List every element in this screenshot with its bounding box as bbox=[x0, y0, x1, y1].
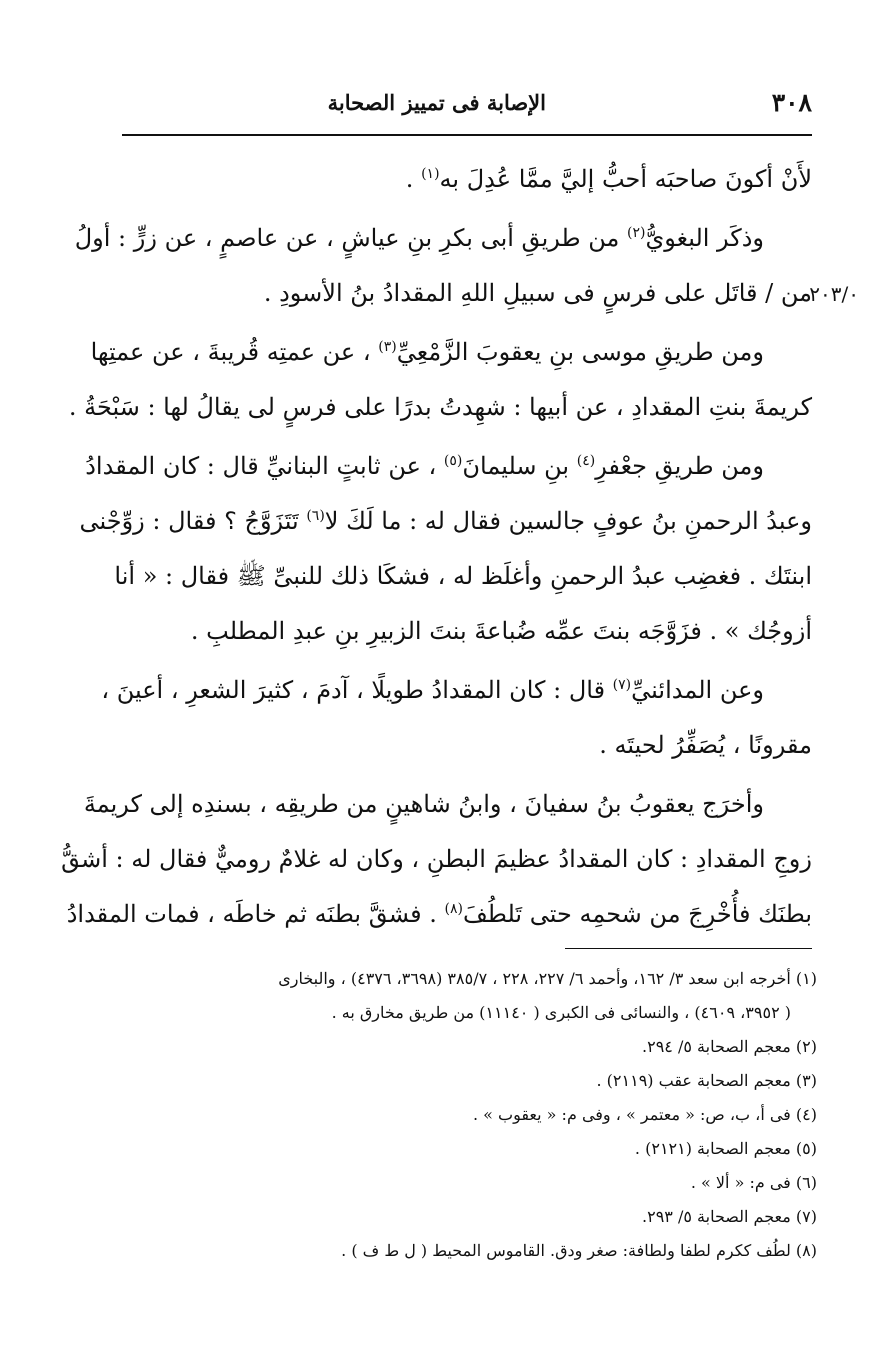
footnote: ( ٣٩٥٢، ٤٦٠٩) ، والنسائى فى الكبرى ( ١١١٤٠) من طريق مخارق به . bbox=[331, 1003, 791, 1022]
text-run: أزوجُك » . فزَوَّجَه بنتَ عمِّه ضُباعةَ بنتَ الزبيرِ بنِ عبدِ المطلبِ . bbox=[190, 617, 812, 645]
footnote-marker: (٢) bbox=[626, 225, 646, 241]
footnote-marker: (٧) bbox=[612, 677, 632, 693]
header-rule bbox=[122, 134, 812, 136]
text-line bbox=[122, 718, 812, 773]
footnote-separator bbox=[565, 948, 812, 949]
footnote: (٤) فى أ، ب، ص: « معتمر » ، وفى م: « يعقوب » . bbox=[472, 1105, 817, 1124]
footnote: (١) أخرجه ابن سعد ٣/ ١٦٢، وأحمد ٦/ ٢٢٧، ٢٢٨ ، ٣٨٥/٧ (٣٦٩٨، ٤٣٧٦) ، والبخارى bbox=[278, 969, 817, 988]
text-run: وعن المدائنيِّ bbox=[631, 676, 764, 704]
paragraph bbox=[61, 777, 812, 942]
paragraph bbox=[68, 325, 812, 435]
footnote: (٣) معجم الصحابة عقب (٢١١٩) . bbox=[596, 1071, 817, 1090]
footnote: (٢) معجم الصحابة ٥/ ٢٩٤. bbox=[642, 1037, 817, 1056]
footnote: (٦) فى م: « ألا » . bbox=[690, 1173, 817, 1192]
text-run: وعبدُ الرحمنِ بنُ عوفٍ جالسين فقال له : ما لَكَ لا bbox=[324, 507, 812, 535]
footnote: (٨) لطُف ككرم لطفا ولطافة: صغر ودق. القاموس المحيط ( ل ط ف ) . bbox=[341, 1241, 817, 1260]
text-run: كريمةَ بنتِ المقدادِ ، عن أبيها : شهِدتُ بدرًا على فرسٍ لى يقالُ لها : سَبْحَةُ . bbox=[68, 393, 812, 421]
text-run: من / قاتَل على فرسٍ فى سبيلِ اللهِ المقدادُ بنُ الأسودِ . bbox=[263, 279, 812, 307]
text-run: تَتَزَوَّجُ ؟ فقال : زوِّجْنى bbox=[79, 507, 307, 535]
text-line bbox=[61, 832, 812, 887]
text-run: ابنتَك . فغضِب عبدُ الرحمنِ وأغلَظ له ، فشكَا ذلك للنبىِّ ﷺ فقال : « أنا bbox=[114, 562, 812, 590]
text-run: وذكَر البغويُّ bbox=[645, 224, 764, 252]
text-run: لأَنْ أكونَ صاحبَه أحبُّ إليَّ ممَّا عُدِلَ به bbox=[439, 165, 812, 193]
text-run: مقرونًا ، يُصَفِّرُ لحيتَه . bbox=[599, 731, 812, 759]
text-run: . فشقَّ بطنَه ثم خاطَه ، فمات المقدادُ bbox=[66, 900, 445, 928]
footnote-marker: (٨) bbox=[444, 901, 463, 917]
text-run: ، عن ثابتٍ البنانيِّ قال : كان المقدادُ bbox=[85, 452, 444, 480]
page-number: ٣٠٨ bbox=[771, 88, 812, 117]
text-run: ومن طريقِ جعْفرِ bbox=[595, 452, 764, 480]
paragraph bbox=[74, 211, 812, 321]
main-text bbox=[61, 152, 812, 946]
text-run: بطنَك فأُخْرِجَ من شحمِه حتى تَلطُفَ bbox=[462, 900, 812, 928]
text-line bbox=[101, 663, 812, 718]
text-line bbox=[68, 380, 812, 435]
text-line bbox=[85, 439, 812, 494]
text-line bbox=[79, 494, 812, 549]
footnote: (٥) معجم الصحابة (٢١٢١) . bbox=[634, 1139, 817, 1158]
footnote: (٧) معجم الصحابة ٥/ ٢٩٣. bbox=[642, 1207, 817, 1226]
text-line bbox=[90, 325, 812, 380]
text-run: زوجِ المقدادِ : كان المقدادُ عظيمَ البطنِ ، وكان له غلامٌ روميٌّ فقال له : أشقُّ bbox=[61, 845, 812, 873]
footnote-marker: (٤) bbox=[576, 453, 596, 469]
text-line bbox=[74, 211, 812, 266]
footnote-marker: (٦) bbox=[306, 508, 325, 524]
text-line bbox=[122, 152, 812, 207]
text-run: ومن طريقِ موسى بنِ يعقوبَ الزَّمْعِيِّ bbox=[396, 338, 764, 366]
footnotes bbox=[122, 962, 817, 1268]
footnote-marker: (٥) bbox=[443, 453, 463, 469]
page-header bbox=[122, 88, 812, 128]
running-title: الإصابة فى تمييز الصحابة bbox=[327, 90, 546, 115]
text-line bbox=[114, 549, 812, 604]
paragraph bbox=[122, 152, 812, 207]
text-line bbox=[66, 887, 812, 942]
text-line bbox=[122, 266, 812, 321]
text-run: وأخرَج يعقوبُ بنُ سفيانَ ، وابنُ شاهينٍ من طريقِه ، بسندِه إلى كريمةَ bbox=[83, 790, 764, 818]
footnote-marker: (٣) bbox=[378, 339, 397, 355]
text-run: قال : كان المقدادُ طويلًا ، آدمَ ، كثيرَ الشعرِ ، أعينَ ، bbox=[101, 676, 613, 704]
text-run: بنِ سليمانَ bbox=[462, 452, 577, 480]
paragraph bbox=[101, 663, 812, 773]
text-run: ، عن عمتِه قُريبةَ ، عن عمتِها bbox=[90, 338, 379, 366]
text-line bbox=[122, 604, 812, 659]
text-run: من طريقِ أبى بكرِ بنِ عياشٍ ، عن عاصمٍ ، عن زرٍّ : أولُ bbox=[74, 224, 627, 252]
paragraph bbox=[79, 439, 812, 659]
text-line bbox=[83, 777, 812, 832]
footnote-marker: (١) bbox=[421, 166, 440, 182]
margin-reference: ٢٠٣/٠ bbox=[809, 282, 859, 306]
text-run: . bbox=[405, 165, 422, 193]
